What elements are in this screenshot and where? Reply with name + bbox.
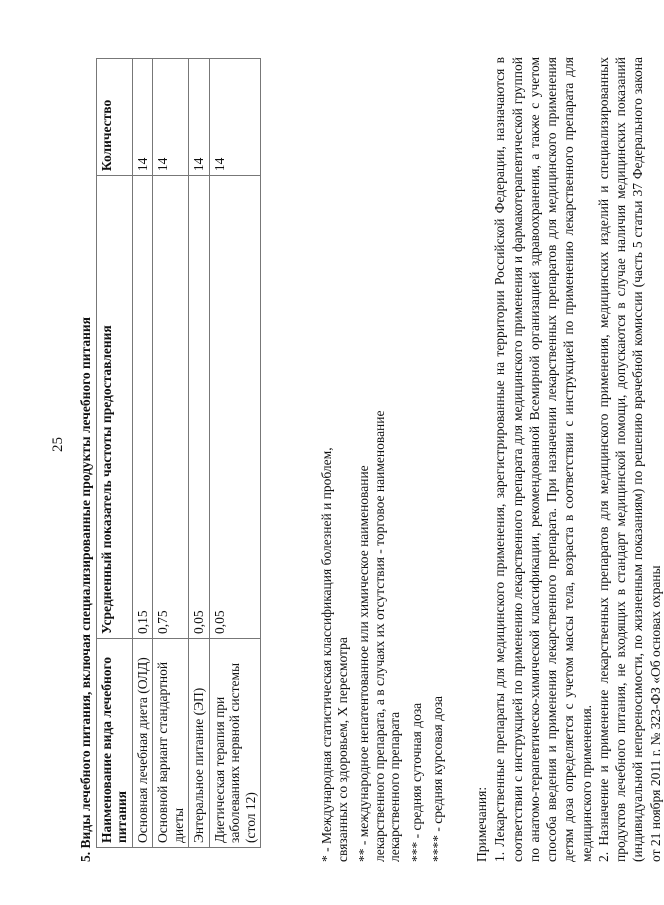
section-title: 5. Виды лечебного питания, включая специализированные продукты лечебного питания	[78, 317, 93, 862]
table-row	[132, 59, 153, 848]
notes-title: Примечания:	[473, 786, 489, 862]
notes	[474, 52, 664, 862]
row-frequency: 0,75	[153, 176, 189, 639]
row-name: Основной вариант стандартной диеты	[153, 639, 189, 848]
row-frequency: 0,15	[132, 176, 153, 639]
footnote: *** - средняя суточная доза	[408, 702, 424, 862]
table-row	[189, 59, 210, 848]
page-number: 25	[50, 437, 66, 452]
nutrition-table	[96, 58, 262, 848]
footnote: **** - средняя курсовая доза	[430, 695, 446, 862]
table-row	[153, 59, 189, 848]
header-quantity: Количество	[96, 59, 132, 176]
rotated-page-content	[78, 52, 663, 862]
row-frequency: 0,05	[209, 176, 261, 639]
header-name: Наименование вида лечебного питания	[96, 639, 132, 848]
note-item: 1. Лекарственные препараты для медицинского применения, зарегистрированные на территории Российской Федерации, назначаются в соответствии с инструкцией по применению лекарственного препарата для медицинского применения и фармакотерапевтической группой по анатомо-терапевтическо-химической классификации, рекомендованной Всемирной организацией здравоохранения, а также с учетом способа введения и применения лекарственного препарата. При назначении лекарственных препаратов для медицинского применения детям доза определяется с учетом массы тела, возраста в соответствии с инструкцией по применению лекарственного препарата для медицинского применения.	[492, 57, 594, 862]
footnotes	[319, 52, 446, 862]
note-item: 2. Назначение и применение лекарственных препаратов для медицинского применения, медицинских изделий и специализированных продуктов лечебного питания, не входящих в стандарт медицинской помощи, допускаются в случае наличия медицинских показаний (индивидуальной непереносимости, по жизненным показаниям) по решению врачебной комиссии (часть 5 статьи 37 Федерального закона от 21 ноября 2011 г. № 323-ФЗ «Об основах охраны	[595, 57, 663, 862]
header-frequency: Усредненный показатель частоты предоставления	[96, 176, 132, 639]
row-quantity: 14	[189, 59, 210, 176]
row-name: Диетическая терапия при заболеваниях нервной системы (стол 12)	[209, 639, 261, 848]
table-row	[209, 59, 261, 848]
row-name: Основная лечебная диета (ОЛД)	[132, 639, 153, 848]
table-header-row	[96, 59, 132, 848]
footnote: ** - международное непатентованное или химическое наименование лекарственного препарата, а в случаях их отсутствия - торговое наименование лекарственного препарата	[356, 410, 403, 862]
row-quantity: 14	[153, 59, 189, 176]
row-frequency: 0,05	[189, 176, 210, 639]
row-quantity: 14	[209, 59, 261, 176]
footnote: * - Международная статистическая классификация болезней и проблем, связанных со здоровьем, X пересмотра	[319, 447, 350, 862]
row-quantity: 14	[132, 59, 153, 176]
row-name: Энтеральное питание (ЭП)	[189, 639, 210, 848]
